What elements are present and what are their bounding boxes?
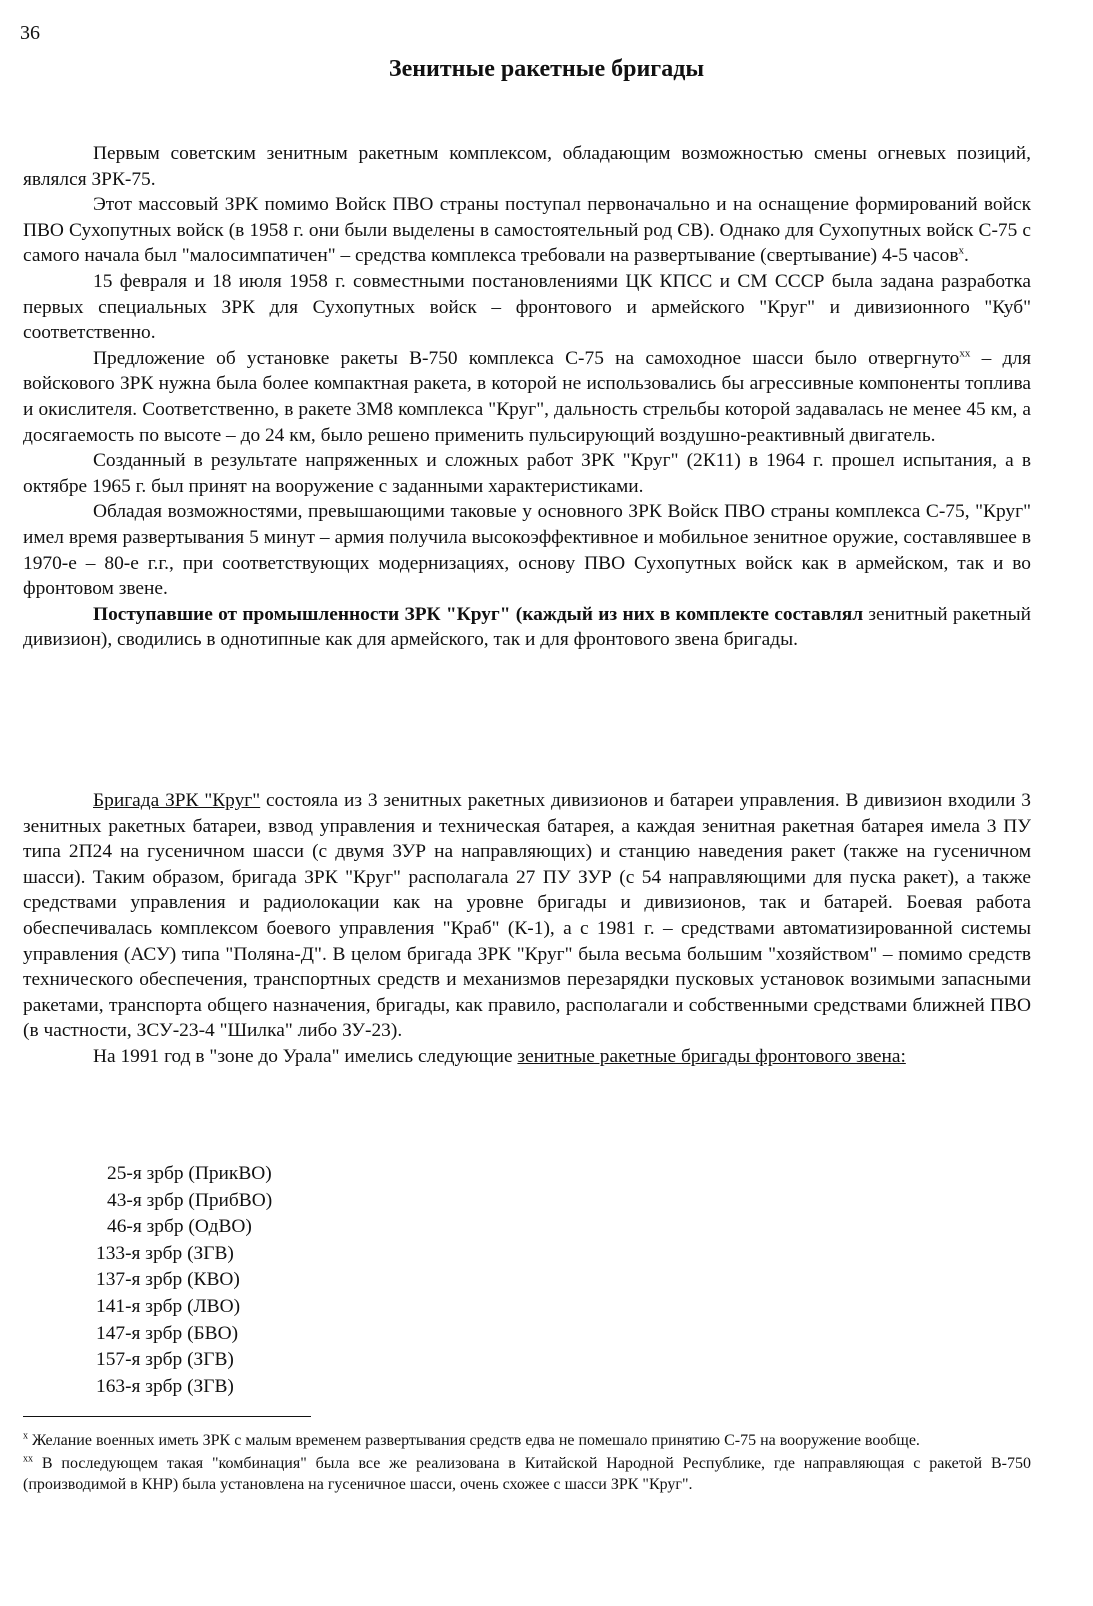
list-item: 133-я зрбр (ЗГВ): [96, 1242, 234, 1264]
front-brigades-heading: зенитные ракетные бригады фронтового звена:: [517, 1045, 906, 1067]
paragraph-7-text: зенитный ракетный дивизион), сводились в однотипные как для армейского, так и для фронтового звена бригады.: [23, 603, 1032, 651]
paragraph-6: Обладая возможностями, превышающими таковые у основного ЗРК Войск ПВО страны комплекса С-75, "Круг" имел время развертывания 5 минут – армия получила высокоэффективное и мобильное зенитное оружие, составлявшее в 1970-е – 80-е г.г., при соответствующих модернизациях, основу ПВО Сухопутных войск как в армейском, так и во фронтовом звене.: [23, 501, 1031, 600]
paragraph-7: [23, 602, 1031, 653]
paragraph-8: [23, 788, 1031, 1044]
footnote-divider: [23, 1416, 311, 1417]
paragraph-4: [23, 346, 1031, 448]
brigade-heading-link: Бригада ЗРК "Круг": [93, 790, 261, 811]
paragraph-9: [23, 1044, 1031, 1070]
footnote-mark-1: x: [23, 1430, 28, 1442]
paragraph-9-text: На 1991 год в "зоне до Урала" имелись следующие: [93, 1045, 518, 1067]
paragraph-5: Созданный в результате напряженных и сложных работ ЗРК "Круг" (2К11) в 1964 г. прошел испытания, а в октябре 1965 г. был принят на вооружение с заданными характеристиками.: [23, 450, 1031, 497]
list-item: 137-я зрбр (КВО): [96, 1269, 240, 1291]
list-item: 141-я зрбр (ЛВО): [96, 1295, 241, 1317]
footnote-ref-2: xx: [959, 347, 971, 360]
footnote-ref-1: x: [958, 244, 964, 257]
paragraph-7-bold: Поступавшие от промышленности ЗРК "Круг" (каждый из них в комплекте составлял: [93, 603, 864, 625]
list-item: 147-я зрбр (БВО): [96, 1322, 239, 1344]
page-title: Зенитные ракетные бригады: [388, 56, 705, 82]
paragraph-4-text-a: Предложение об установке ракеты В-750 комплекса С-75 на самоходное шасси было отвергнуто: [93, 347, 960, 369]
list-item: 25-я зрбр (ПрикВО): [107, 1163, 272, 1184]
paragraph-8-text: состояла из 3 зенитных ракетных дивизионов и батареи управления. В дивизион входили 3 зенитных ракетных батареи, взвод управления и техническая батарея, а каждая зенитная ракетная батарея имела 3 ПУ типа 2П24 на гусеничном шасси (с двумя ЗУР на направляющих) и станцию наведения ракет (также на гусеничном шасси). Таким образом, бригада ЗРК "Круг" располагала 27 ПУ ЗУР (с 54 направляющими для пуска ракет), а также средствами управления и радиолокации как на уровне бригады и дивизионов, так и батарей. Боевая работа обеспечивалась комплексом боевого управления "Краб" (К-1), а с 1981 г. – средствами автоматизированной системы управления (АСУ) типа "Поляна-Д". В целом бригада ЗРК "Круг" была весьма большим "хозяйством" – помимо средств технического обеспечения, транспортных средств и механизмов перезарядки пусковых установок возимыми запасными ракетами, транспорта общего назначения, бригады, как правило, располагали и собственными средствами ближней ПВО (в частности, ЗСУ-23-4 "Шилка" либо ЗУ-23).: [23, 790, 1032, 1042]
intro-section: [23, 141, 1031, 653]
footnote-2-text: В последующем такая "комбинация" была все же реализована в Китайской Народной Республике, где направляющая с ракетой В-750 (производимой в КНР) была установлена на гусеничное шасси, очень схожее с шасси ЗРК "Круг".: [23, 1455, 1031, 1493]
footnote-2: [23, 1453, 1031, 1495]
list-item: 163-я зрбр (ЗГВ): [96, 1375, 234, 1397]
footnote-1-text: Желание военных иметь ЗРК с малым временем развертывания средств едва не помешало принятию С-75 на вооружение вообще.: [32, 1432, 920, 1449]
paragraph-2: Этот массовый ЗРК помимо Войск ПВО страны поступал первоначально и на оснащение формирований войск ПВО Сухопутных войск (в 1958 г. они были выделены в самостоятельный род СВ). Однако для Сухопутных войск С-75 с самого начала был "малосимпатичен" – средства комплекса требовали на развертывание (свертывание) 4-5 часов$^x$.: [23, 194, 1031, 267]
paragraph-1: Первым советским зенитным ракетным комплексом, обладающим возможностью смены огневых позиций, являлся ЗРК-75.: [23, 143, 1031, 190]
footnotes: [23, 1430, 1031, 1497]
footnote-mark-2: xx: [23, 1453, 33, 1465]
list-item: 43-я зрбр (ПрибВО): [107, 1189, 273, 1211]
paragraph-2-text: Этот массовый ЗРК помимо Войск ПВО страны поступал первоначально и на оснащение формирований войск ПВО Сухопутных войск (в 1958 г. они были выделены в самостоятельный род СВ). Однако для Сухопутных войск С-75 с самого начала был "малосимпатичен" – средства комплекса требовали на развертывание (свертывание) 4-5 часов: [23, 194, 1031, 267]
list-item: 46-я зрбр (ОдВО): [107, 1216, 252, 1238]
brigade-list: [96, 1161, 272, 1400]
list-item: 157-я зрбр (ЗГВ): [96, 1349, 234, 1371]
page-number: 36: [20, 22, 40, 44]
paragraph-4-text-b: – для войскового ЗРК нужна была более компактная ракета, в которой не использовались бы агрессивные компоненты топлива и окислителя. Соответственно, в ракете 3М8 комплекса "Круг", дальность стрельбы которой задавалась не менее 45 км, а досягаемость по высоте – до 24 км, было решено применить пульсирующий воздушно-реактивный двигатель.: [23, 347, 1031, 446]
brigade-section: [23, 788, 1031, 1070]
footnote-1: [23, 1430, 1031, 1451]
paragraph-3: 15 февраля и 18 июля 1958 г. совместными постановлениями ЦК КПСС и СМ СССР была задана разработка первых специальных ЗРК для Сухопутных войск – фронтового и армейского "Круг" и дивизионного "Куб" соответственно.: [23, 270, 1031, 344]
